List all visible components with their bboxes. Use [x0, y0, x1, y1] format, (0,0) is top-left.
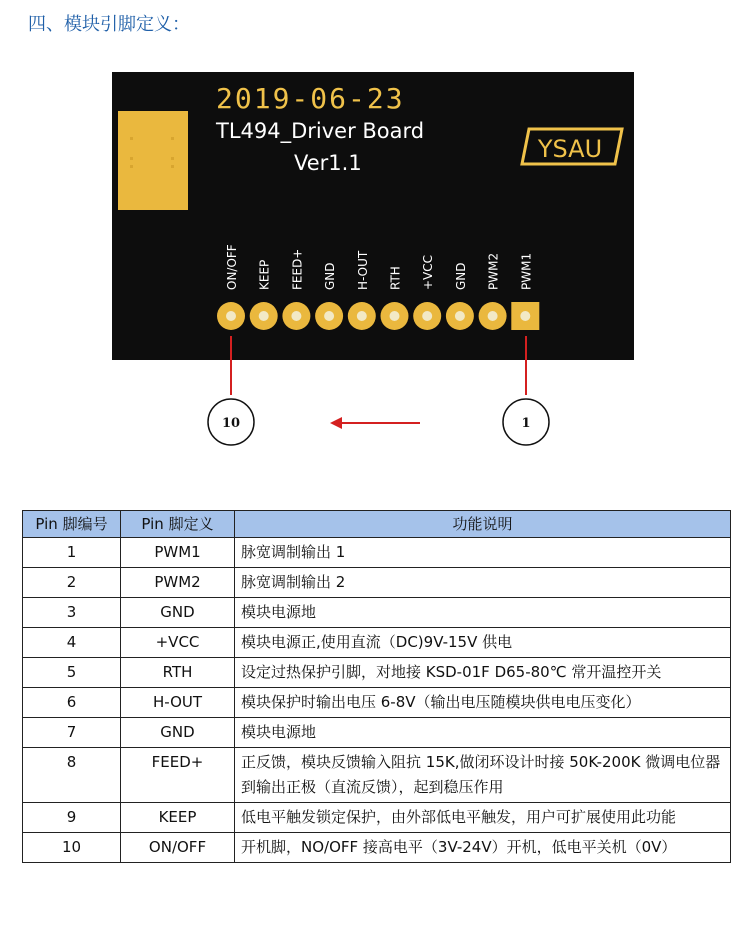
pin-description-cell: 模块保护时输出电压 6-8V（输出电压随模块供电电压变化） — [235, 688, 731, 718]
pin-name-cell: GND — [121, 598, 235, 628]
pin-name-cell: PWM1 — [121, 538, 235, 568]
pin-number-cell: 1 — [23, 538, 121, 568]
gold-pad — [118, 111, 188, 210]
pin-name-cell: PWM2 — [121, 568, 235, 598]
pin-label: PWM1 — [519, 252, 534, 290]
pin-number-cell: 10 — [23, 833, 121, 863]
pin-hole — [455, 311, 465, 321]
pin-name-cell: GND — [121, 718, 235, 748]
pin-label: H-OUT — [355, 250, 370, 290]
pin-hole — [324, 311, 334, 321]
pin-description-cell: 脉宽调制输出 2 — [235, 568, 731, 598]
pin-hole — [291, 311, 301, 321]
pin-description-cell: 模块电源正,使用直流（DC)9V-15V 供电 — [235, 628, 731, 658]
pin-name-cell: KEEP — [121, 803, 235, 833]
board-date: 2019-06-23 — [216, 82, 405, 115]
table-row — [23, 538, 731, 568]
table-row — [23, 748, 731, 803]
pin-hole — [488, 311, 498, 321]
pin-hole — [422, 311, 432, 321]
pin-number-cell: 5 — [23, 658, 121, 688]
pin-label: KEEP — [257, 259, 272, 290]
table-row — [23, 688, 731, 718]
pin-name-cell: ON/OFF — [121, 833, 235, 863]
table-row — [23, 598, 731, 628]
pin-number-cell: 2 — [23, 568, 121, 598]
pin-hole — [259, 311, 269, 321]
pin-hole — [390, 311, 400, 321]
table-row — [23, 628, 731, 658]
pin-name-cell: H-OUT — [121, 688, 235, 718]
pin-description-cell: 正反馈，模块反馈输入阻抗 15K,做闭环设计时接 50K-200K 微调电位器到输出正极（直流反馈），起到稳压作用 — [235, 748, 731, 803]
pin-number-cell: 7 — [23, 718, 121, 748]
table-header-row — [23, 511, 731, 538]
table-row — [23, 658, 731, 688]
pin-hole — [357, 311, 367, 321]
section-title: 四、模块引脚定义： — [28, 14, 190, 35]
pin-label: PWM2 — [486, 252, 501, 290]
pin-number-cell: 9 — [23, 803, 121, 833]
pin-label: GND — [453, 262, 468, 290]
board-name: TL494_Driver Board — [216, 119, 425, 143]
header-description: 功能说明 — [235, 511, 731, 538]
direction-arrow-head — [330, 417, 342, 429]
pin-label: RTH — [388, 266, 403, 290]
pin-number-cell: 4 — [23, 628, 121, 658]
pin-number-cell: 8 — [23, 748, 121, 803]
table-row — [23, 803, 731, 833]
logo-text: YSAU — [537, 135, 603, 163]
pin-name-cell: FEED+ — [121, 748, 235, 803]
pin-description-cell: 开机脚，NO/OFF 接高电平（3V-24V）开机，低电平关机（0V） — [235, 833, 731, 863]
table-row — [23, 718, 731, 748]
pin-label: ON/OFF — [225, 244, 239, 290]
pin-name-cell: RTH — [121, 658, 235, 688]
header-pin-name: Pin 脚定义 — [121, 511, 235, 538]
pin-description-cell: 低电平触发锁定保护，由外部低电平触发，用户可扩展使用此功能 — [235, 803, 731, 833]
pin-definition-table — [22, 510, 731, 863]
pin-hole — [520, 311, 530, 321]
pin-label: GND — [323, 262, 338, 290]
marker-label-left: 10 — [221, 416, 241, 431]
table-row — [23, 833, 731, 863]
board-version: Ver1.1 — [294, 151, 362, 175]
pin-description-cell: 设定过热保护引脚，对地接 KSD-01F D65-80℃ 常开温控开关 — [235, 658, 731, 688]
pin-label: +VCC — [421, 254, 436, 290]
pin-description-cell: 模块电源地 — [235, 598, 731, 628]
pin-description-cell: 脉宽调制输出 1 — [235, 538, 731, 568]
marker-label-right: 1 — [521, 416, 531, 431]
pin-name-cell: +VCC — [121, 628, 235, 658]
pin-number-cell: 6 — [23, 688, 121, 718]
pin-description-cell: 模块电源地 — [235, 718, 731, 748]
pin-label: FEED+ — [290, 248, 305, 290]
pin-number-cell: 3 — [23, 598, 121, 628]
header-pin-number: Pin 脚编号 — [23, 511, 121, 538]
table-row — [23, 568, 731, 598]
pin-hole — [226, 311, 236, 321]
